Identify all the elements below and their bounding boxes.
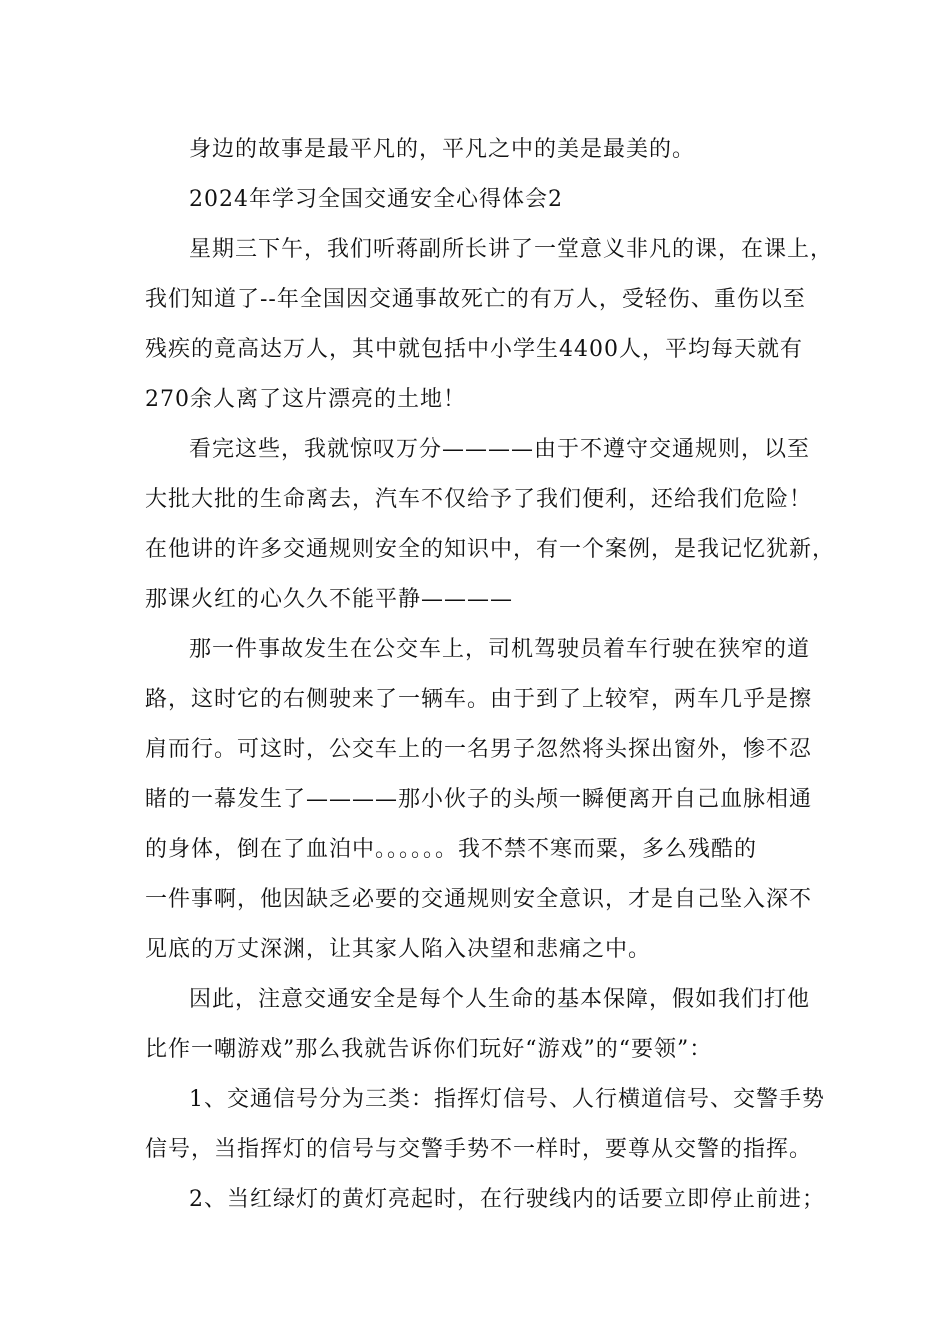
list-item: 1、交通信号分为三类：指挥灯信号、人行横道信号、交警手势 xyxy=(189,1087,825,1112)
text-line: 路，这时它的右侧驶来了一辆车。由于到了上较窄，两车几乎是擦 xyxy=(145,687,813,712)
text-line: 因此，注意交通安全是每个人生命的基本保障，假如我们打他 xyxy=(189,987,811,1012)
text-line: 信号，当指挥灯的信号与交警手势不一样时，要尊从交警的指挥。 xyxy=(145,1137,813,1162)
text-line: 我们知道了--年全国因交通事故死亡的有万人，受轻伤、重伤以至 xyxy=(145,287,806,312)
text-line: 在他讲的许多交通规则安全的知识中，有一个案例，是我记忆犹新， xyxy=(145,537,836,562)
text-line: 肩而行。可这时，公交车上的一名男子忽然将头探出窗外，惨不忍 xyxy=(145,737,813,762)
text-line: 的身体，倒在了血泊中。。。。。。我不禁不寒而粟，多么残酷的 xyxy=(145,837,758,862)
document-body xyxy=(145,125,836,1225)
text-line: 睹的一幕发生了————那小伙子的头颅一瞬便离开自己血脉相通 xyxy=(145,787,813,812)
text-line: 大批大批的生命离去，汽车不仅给予了我们便利，还给我们危险！ xyxy=(145,487,813,512)
text-line: 比作一嘲游戏”那么我就告诉你们玩好“游戏”的“要领”： xyxy=(145,1037,713,1062)
text-line: 看完这些，我就惊叹万分————由于不遵守交通规则，以至 xyxy=(189,437,811,462)
text-line: 残疾的竟高达万人，其中就包括中小学生4400人，平均每天就有 xyxy=(145,337,803,362)
text-line: 那课火红的心久久不能平静———— xyxy=(145,587,514,612)
text-line: 身边的故事是最平凡的，平凡之中的美是最美的。 xyxy=(189,137,696,162)
section-heading: 2024年学习全国交通安全心得体会2 xyxy=(189,187,563,212)
text-line: 270余人离了这片漂亮的土地！ xyxy=(145,387,466,412)
text-line: 那一件事故发生在公交车上，司机驾驶员着车行驶在狭窄的道 xyxy=(189,637,811,662)
text-line: 见底的万丈深渊，让其家人陷入决望和悲痛之中。 xyxy=(145,937,652,962)
text-line: 一件事啊，他因缺乏必要的交通规则安全意识，才是自己坠入深不 xyxy=(145,887,813,912)
text-line: 星期三下午，我们听蒋副所长讲了一堂意义非凡的课，在课上， xyxy=(189,237,834,262)
list-item: 2、当红绿灯的黄灯亮起时，在行驶线内的话要立即停止前进； xyxy=(189,1187,825,1212)
